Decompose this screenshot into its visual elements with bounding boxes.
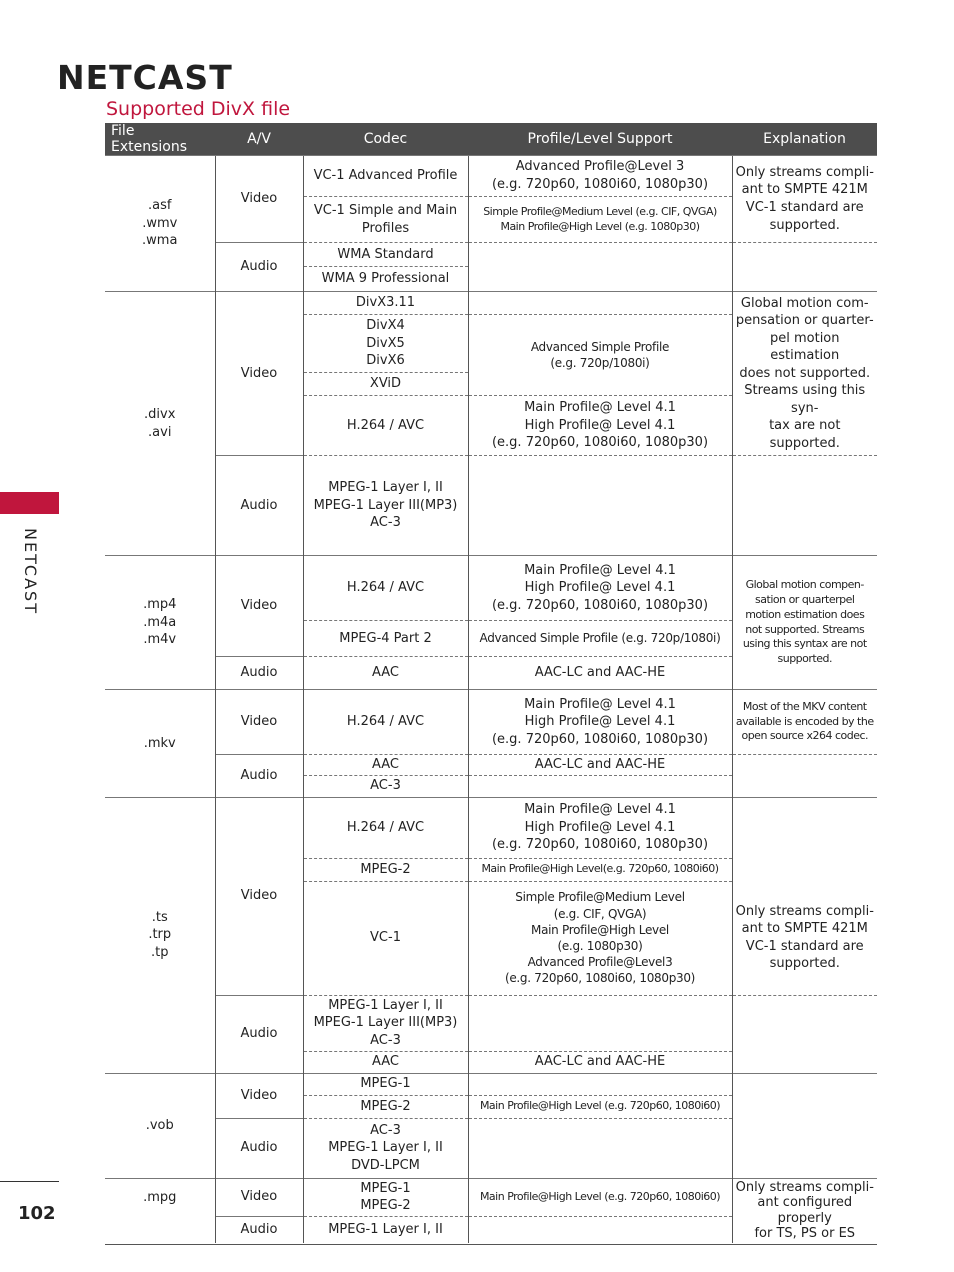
- page-title: NETCAST: [57, 58, 233, 97]
- cell-extensions: .mp4 .m4a .m4v: [105, 556, 215, 690]
- cell-explanation: [732, 243, 877, 292]
- cell-extensions: .divx .avi: [105, 292, 215, 556]
- header-av: A/V: [215, 123, 303, 156]
- cell-av: Audio: [215, 1216, 303, 1243]
- cell-av: Audio: [215, 1118, 303, 1178]
- cell-codec: VC-1: [303, 881, 468, 995]
- cell-codec: MPEG-1 MPEG-2: [303, 1178, 468, 1216]
- table-bottom-rule: [105, 1244, 877, 1245]
- cell-profile: AAC-LC and AAC-HE: [468, 755, 732, 776]
- table-row: [105, 690, 877, 755]
- cell-av: Audio: [215, 456, 303, 556]
- header-codec: Codec: [303, 123, 468, 156]
- cell-av: Video: [215, 156, 303, 243]
- cell-profile: Main Profile@ Level 4.1 High Profile@ Level 4.1 (e.g. 720p60, 1080i60, 1080p30): [468, 690, 732, 755]
- cell-profile: [468, 1118, 732, 1178]
- cell-av: Video: [215, 690, 303, 755]
- cell-codec: AAC: [303, 1051, 468, 1073]
- table-row: [105, 292, 877, 315]
- cell-codec: XViD: [303, 373, 468, 396]
- cell-extensions: .vob: [105, 1073, 215, 1178]
- cell-av: Audio: [215, 755, 303, 798]
- cell-profile: [468, 243, 732, 292]
- cell-extensions: .asf .wmv .wma: [105, 156, 215, 292]
- cell-av: Video: [215, 292, 303, 456]
- divx-support-table: [105, 123, 877, 1243]
- cell-profile: Advanced Simple Profile (e.g. 720p/1080i): [468, 315, 732, 396]
- cell-explanation: Global motion com- pensation or quarter- pel motion estimation does not supported. Streams using this syn- tax are not supported.: [732, 292, 877, 456]
- table-row: [105, 243, 877, 267]
- cell-codec: MPEG-4 Part 2: [303, 621, 468, 657]
- header-file-extensions: File Extensions: [105, 123, 215, 156]
- page-number: 102: [18, 1203, 56, 1224]
- cell-explanation: [732, 797, 877, 881]
- table-row: [105, 797, 877, 858]
- cell-profile: Main Profile@High Level(e.g. 720p60, 1080i60): [468, 858, 732, 881]
- cell-profile: AAC-LC and AAC-HE: [468, 1051, 732, 1073]
- cell-codec: MPEG-1 Layer I, II MPEG-1 Layer III(MP3) AC-3: [303, 456, 468, 556]
- cell-extensions: .mkv: [105, 690, 215, 798]
- cell-explanation: [732, 995, 877, 1073]
- table-row: [105, 1073, 877, 1095]
- table-row: [105, 755, 877, 776]
- cell-codec: H.264 / AVC: [303, 797, 468, 858]
- table-row: [105, 456, 877, 556]
- side-tab-marker: [0, 492, 59, 514]
- cell-explanation: Only streams compli- ant to SMPTE 421M VC-1 standard are supported.: [732, 881, 877, 995]
- cell-explanation: [732, 755, 877, 798]
- page-number-rule: [0, 1181, 59, 1182]
- cell-profile: [468, 456, 732, 556]
- cell-codec: AC-3 MPEG-1 Layer I, II DVD-LPCM: [303, 1118, 468, 1178]
- cell-profile: Simple Profile@Medium Level (e.g. CIF, QVGA) Main Profile@High Level (e.g. 1080p30): [468, 197, 732, 243]
- cell-extensions: .mpg: [105, 1178, 215, 1243]
- cell-av: Audio: [215, 243, 303, 292]
- cell-codec: WMA 9 Professional: [303, 267, 468, 292]
- side-section-label: NETCAST: [21, 528, 40, 615]
- cell-profile: [468, 775, 732, 797]
- cell-codec: MPEG-1 Layer I, II MPEG-1 Layer III(MP3) AC-3: [303, 995, 468, 1051]
- cell-codec: DivX4 DivX5 DivX6: [303, 315, 468, 373]
- table-row: [105, 156, 877, 197]
- cell-codec: MPEG-1: [303, 1073, 468, 1095]
- cell-explanation: [732, 456, 877, 556]
- cell-codec: MPEG-1 Layer I, II: [303, 1216, 468, 1243]
- cell-codec: AAC: [303, 755, 468, 776]
- cell-av: Audio: [215, 995, 303, 1073]
- cell-profile: Main Profile@High Level (e.g. 720p60, 1080i60): [468, 1178, 732, 1216]
- cell-profile: AAC-LC and AAC-HE: [468, 657, 732, 690]
- cell-profile: Advanced Simple Profile (e.g. 720p/1080i): [468, 621, 732, 657]
- table-row: [105, 1178, 877, 1216]
- cell-codec: AAC: [303, 657, 468, 690]
- cell-av: Audio: [215, 657, 303, 690]
- cell-codec: AC-3: [303, 775, 468, 797]
- cell-profile: [468, 1073, 732, 1095]
- table-row: [105, 556, 877, 621]
- cell-explanation: Only streams compli- ant to SMPTE 421M VC-1 standard are supported.: [732, 156, 877, 243]
- cell-profile: Main Profile@ Level 4.1 High Profile@ Level 4.1 (e.g. 720p60, 1080i60, 1080p30): [468, 797, 732, 858]
- cell-av: Video: [215, 1178, 303, 1216]
- cell-explanation: [732, 1073, 877, 1178]
- cell-explanation: Most of the MKV content available is encoded by the open source x264 codec.: [732, 690, 877, 755]
- cell-profile: [468, 292, 732, 315]
- cell-codec: H.264 / AVC: [303, 396, 468, 456]
- cell-codec: MPEG-2: [303, 858, 468, 881]
- cell-codec: DivX3.11: [303, 292, 468, 315]
- cell-explanation: Global motion compen- sation or quarterpel motion estimation does not supported. Streams using this syntax are not supported.: [732, 556, 877, 690]
- table-header-row: [105, 123, 877, 156]
- cell-codec: H.264 / AVC: [303, 690, 468, 755]
- cell-explanation: Only streams compli- ant configured properly for TS, PS or ES: [732, 1178, 877, 1243]
- cell-codec: MPEG-2: [303, 1095, 468, 1118]
- section-subtitle: Supported DivX file: [106, 98, 291, 120]
- cell-codec: H.264 / AVC: [303, 556, 468, 621]
- cell-profile: Main Profile@ Level 4.1 High Profile@ Level 4.1 (e.g. 720p60, 1080i60, 1080p30): [468, 396, 732, 456]
- cell-profile: Simple Profile@Medium Level (e.g. CIF, QVGA) Main Profile@High Level (e.g. 1080p30) Advanced Profile@Level3 (e.g. 720p60, 1080i60, 1080p30): [468, 881, 732, 995]
- cell-av: Video: [215, 556, 303, 657]
- cell-av: Video: [215, 1073, 303, 1118]
- cell-profile: Main Profile@High Level (e.g. 720p60, 1080i60): [468, 1095, 732, 1118]
- cell-profile: Advanced Profile@Level 3 (e.g. 720p60, 1080i60, 1080p30): [468, 156, 732, 197]
- cell-profile: [468, 995, 732, 1051]
- cell-profile: Main Profile@ Level 4.1 High Profile@ Level 4.1 (e.g. 720p60, 1080i60, 1080p30): [468, 556, 732, 621]
- cell-extensions: .ts .trp .tp: [105, 797, 215, 1073]
- table-row: [105, 995, 877, 1051]
- cell-av: Video: [215, 797, 303, 995]
- header-profile-level: Profile/Level Support: [468, 123, 732, 156]
- cell-codec: VC-1 Simple and Main Profiles: [303, 197, 468, 243]
- cell-codec: WMA Standard: [303, 243, 468, 267]
- header-explanation: Explanation: [732, 123, 877, 156]
- cell-codec: VC-1 Advanced Profile: [303, 156, 468, 197]
- cell-profile: [468, 1216, 732, 1243]
